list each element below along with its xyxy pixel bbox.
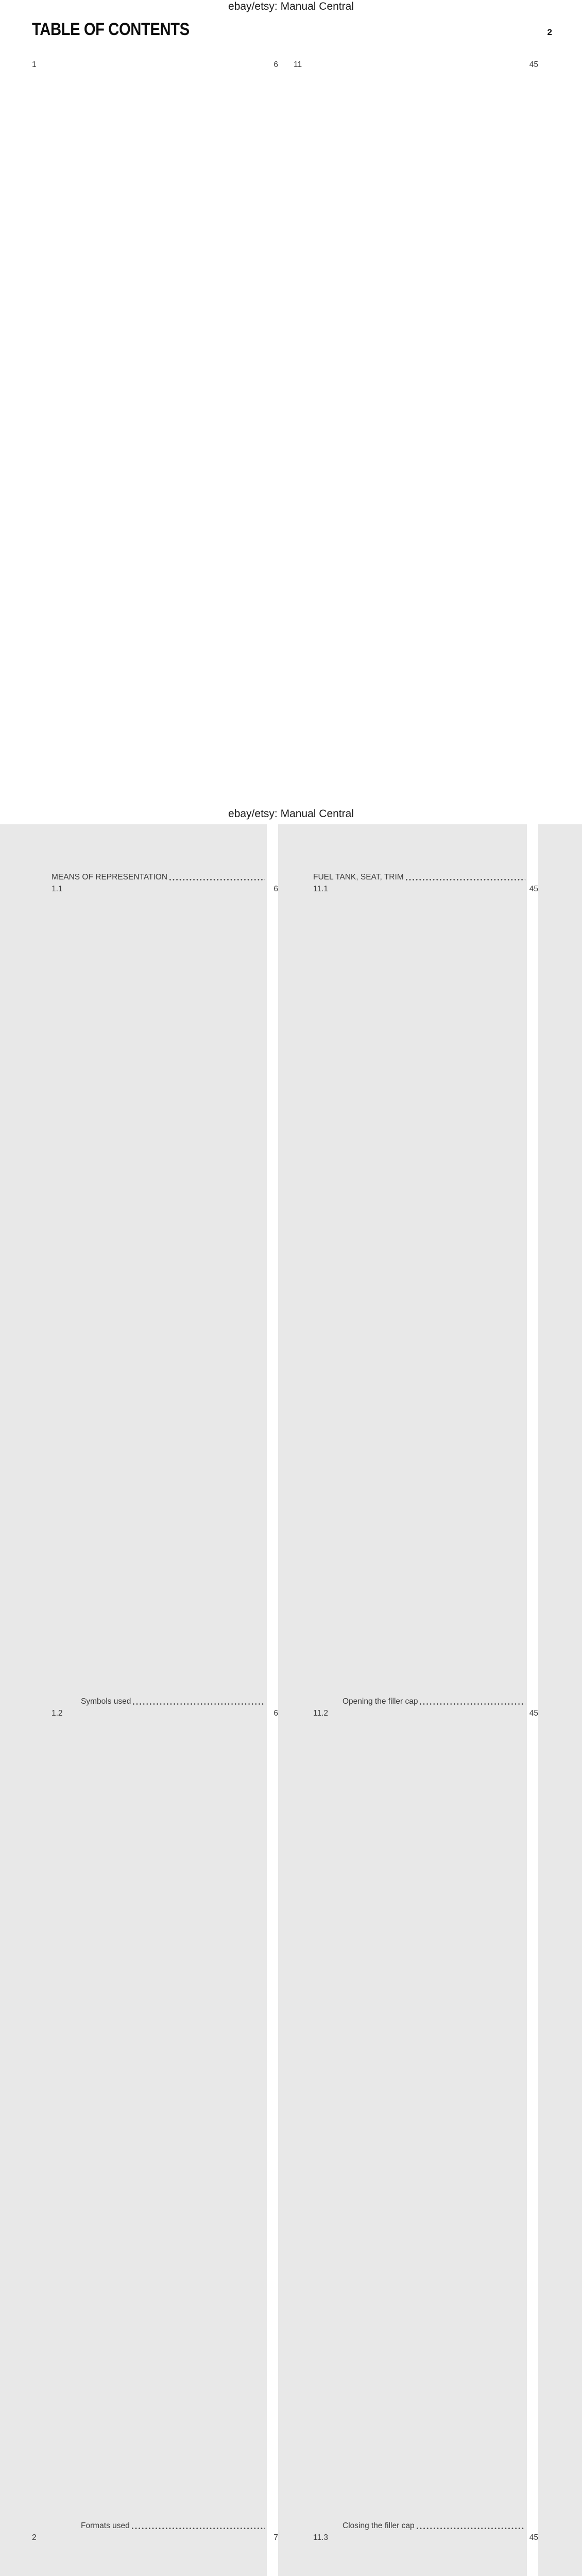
entry-page: 6 [267, 59, 278, 883]
page-title: TABLE OF CONTENTS [32, 20, 190, 39]
entry-page: 7 [267, 2532, 278, 2576]
toc-entry [32, 1707, 278, 2532]
toc-entry [294, 59, 538, 883]
toc-entry [32, 883, 278, 1707]
entry-number: 11 [294, 60, 302, 69]
entry-number: 11.3 [313, 2533, 329, 2542]
entry-page: 45 [527, 59, 538, 883]
entry-number: 1 [32, 60, 37, 69]
entry-number: 11.1 [313, 885, 329, 893]
dot-leader [132, 2528, 265, 2529]
entry-page: 45 [527, 1707, 538, 2532]
table-of-contents [32, 59, 538, 2576]
dot-leader [417, 2528, 525, 2529]
entry-title: MEANS OF REPRESENTATION [52, 872, 168, 882]
entry-title: Opening the filler cap [343, 1697, 418, 1706]
toc-entry [294, 883, 538, 1707]
dot-leader [406, 879, 525, 880]
entry-page: 45 [527, 2532, 538, 2576]
entry-page: 45 [527, 883, 538, 1707]
toc-entry [294, 2532, 538, 2576]
page-footer: ebay/etsy: Manual Central [228, 808, 354, 820]
toc-entry [32, 2532, 278, 2576]
entry-page: 6 [267, 883, 278, 1707]
entry-title: Symbols used [81, 1697, 131, 1706]
page-header: ebay/etsy: Manual Central [228, 1, 354, 12]
dot-leader [169, 879, 265, 880]
dot-leader [420, 1703, 525, 1705]
entry-page: 6 [267, 1707, 278, 2532]
entry-title: Formats used [81, 2521, 130, 2530]
page-number: 2 [547, 27, 552, 37]
toc-entry [294, 1707, 538, 2532]
toc-column-right [294, 59, 538, 2576]
entry-number: 1.2 [52, 1709, 63, 1718]
entry-number: 1.1 [52, 885, 63, 893]
toc-column-left [32, 59, 278, 2576]
dot-leader [133, 1703, 265, 1705]
toc-entry [32, 59, 278, 883]
entry-title: Closing the filler cap [343, 2521, 415, 2530]
entry-number: 2 [32, 2533, 37, 2542]
entry-number: 11.2 [313, 1709, 329, 1718]
title-row [32, 20, 552, 40]
entry-title: FUEL TANK, SEAT, TRIM [313, 872, 404, 882]
